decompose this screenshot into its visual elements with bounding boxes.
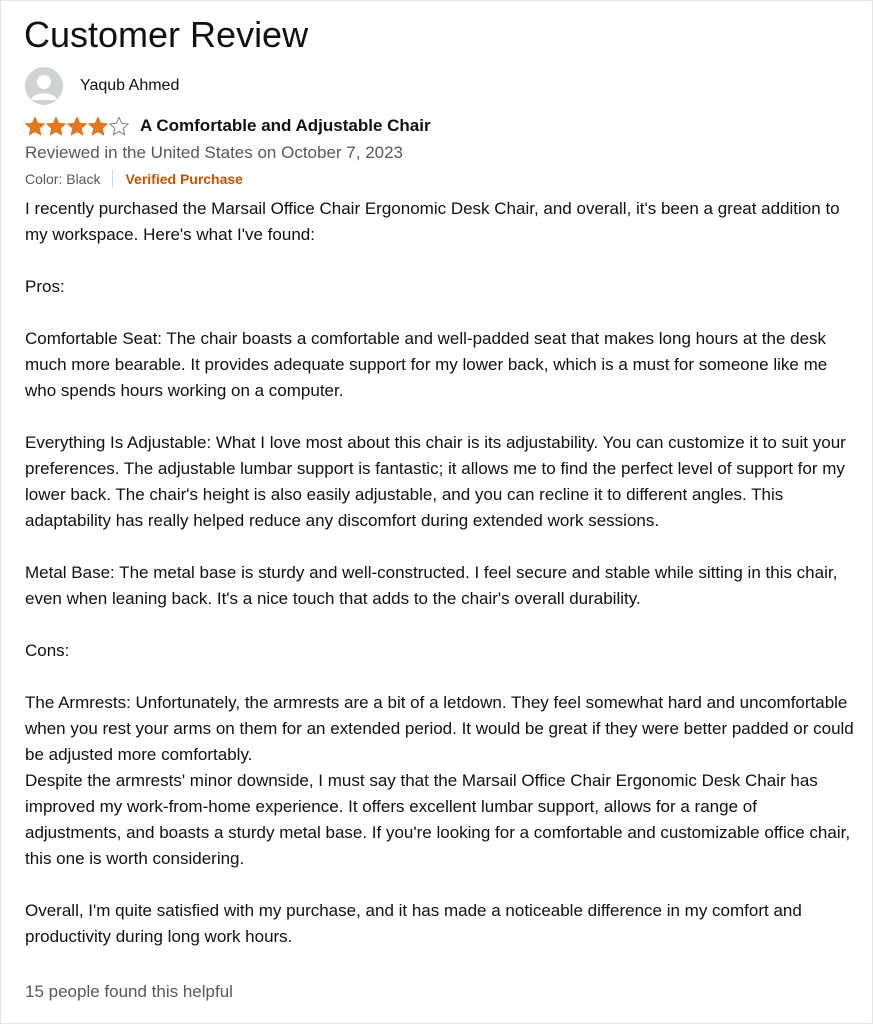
page-title: Customer Review <box>24 14 309 55</box>
meta-divider <box>112 170 113 188</box>
star-filled-icon <box>46 116 66 136</box>
review-paragraph-comfortable-seat: Comfortable Seat: The chair boasts a comfortable and well-padded seat that makes long hours at the desk much more bearable. It provides adequate support for my lower back, which is a must for someone like me who spends hours working on a computer. <box>25 329 832 400</box>
review-paragraph-summary: Despite the armrests' minor downside, I must say that the Marsail Office Chair Ergonomic Desk Chair has improved my work-from-home experience. It offers excellent lumbar support, allows for a range of adjustments, and boasts a sturdy metal base. If you're looking for a comfortable and customizable office chair, this one is worth considering. <box>25 771 855 868</box>
review-body <box>25 196 859 950</box>
star-filled-icon <box>88 116 108 136</box>
review-title[interactable]: A Comfortable and Adjustable Chair <box>140 116 431 135</box>
reviewer-name[interactable]: Yaqub Ahmed <box>80 77 180 94</box>
review-paragraph-pros-heading: Pros: <box>25 277 65 296</box>
star-filled-icon <box>67 116 87 136</box>
review-meta <box>25 169 243 189</box>
review-paragraph-cons-heading: Cons: <box>25 641 70 660</box>
review-paragraph-intro: I recently purchased the Marsail Office Chair Ergonomic Desk Chair, and overall, it's been a great addition to my workspace. Here's what I've found: <box>25 199 845 244</box>
review-paragraph-metal-base: Metal Base: The metal base is sturdy and well-constructed. I feel secure and stable while sitting in this chair, even when leaning back. It's a nice touch that adds to the chair's overall durability. <box>25 563 843 608</box>
star-empty-icon <box>109 116 129 136</box>
review-paragraph-armrests: The Armrests: Unfortunately, the armrests are a bit of a letdown. They feel somewhat hard and uncomfortable when you rest your arms on them for an extended period. It would be great if they were better padded or could be adjusted more comfortably. <box>25 693 859 764</box>
review-paragraph-adjustable: Everything Is Adjustable: What I love most about this chair is its adjustability. You can customize it to suit your preferences. The adjustable lumbar support is fantastic; it allows me to find the perfect level of support for my lower back. The chair's height is also easily adjustable, and you can recline it to different angles. This adaptability has really helped reduce any discomfort during extended work sessions. <box>25 433 851 530</box>
star-filled-icon <box>25 116 45 136</box>
review-date: Reviewed in the United States on October 7, 2023 <box>25 143 404 162</box>
default-user-avatar-icon[interactable] <box>25 67 63 105</box>
variant-color-label: Color: Black <box>25 171 101 187</box>
rating-row <box>25 113 431 139</box>
star-rating[interactable] <box>25 116 130 136</box>
verified-purchase-badge: Verified Purchase <box>125 171 243 187</box>
helpful-count: 15 people found this helpful <box>25 982 233 1001</box>
reviewer-profile[interactable] <box>25 67 179 105</box>
review-paragraph-overall: Overall, I'm quite satisfied with my purchase, and it has made a noticeable difference in my comfort and productivity during long work hours. <box>25 901 807 946</box>
